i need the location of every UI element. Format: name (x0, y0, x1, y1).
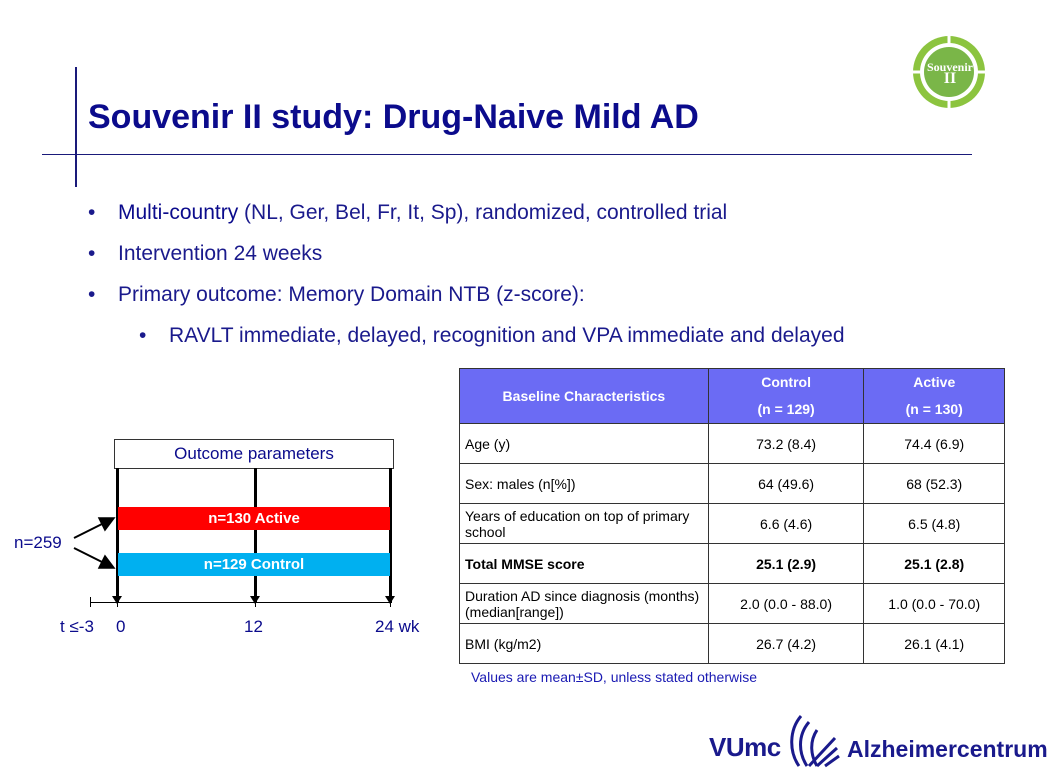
bullet-dot: • (88, 201, 96, 224)
active-arm-bar: n=130 Active (118, 507, 390, 530)
title-vertical-rule (75, 67, 77, 187)
sub-bullet-item (88, 323, 1008, 364)
arrow-to-active (74, 519, 112, 538)
bullet-text: RAVLT immediate, delayed, recognition and VPA immediate and delayed (169, 324, 845, 347)
bullet-text (118, 200, 727, 226)
alzheimercentrum-logo-text: Alzheimercentrum (847, 736, 1048, 762)
vumc-wave-icon (787, 712, 839, 768)
randomization-arrows (70, 512, 120, 574)
bullet-dot: • (88, 242, 96, 265)
souvenir-logo-word: Souvenir (926, 60, 973, 74)
table-row (460, 544, 1005, 584)
bullet-text: Primary outcome: Memory Domain NTB (z-score): (118, 283, 585, 306)
header-active (864, 369, 1005, 424)
row-label: Sex: males (n[%]) (460, 464, 709, 504)
control-value: 64 (49.6) (708, 464, 864, 504)
active-value: 6.5 (4.8) (864, 504, 1005, 544)
header-active-label: Active (913, 374, 956, 390)
bullet-list (88, 200, 1008, 364)
table-row (460, 504, 1005, 544)
arrowhead-0 (112, 596, 122, 604)
table-header-row (460, 369, 1005, 424)
table-row (460, 464, 1005, 504)
row-label: BMI (kg/m2) (460, 624, 709, 664)
title-horizontal-rule (42, 154, 972, 155)
header-control (708, 369, 864, 424)
vumc-logo-text: VUmc (709, 732, 781, 762)
timeline-arrowheads (111, 596, 397, 606)
active-value: 26.1 (4.1) (864, 624, 1005, 664)
active-value: 1.0 (0.0 - 70.0) (864, 584, 1005, 624)
table-footnote: Values are mean±SD, unless stated otherwise (471, 669, 758, 685)
bullet-item (88, 241, 1008, 282)
axis-label-12: 12 (244, 617, 263, 636)
active-value: 74.4 (6.9) (864, 424, 1005, 464)
control-value: 6.6 (4.6) (708, 504, 864, 544)
slide-title: Souvenir II study: Drug-Naive Mild AD (88, 98, 699, 136)
axis-tick (90, 597, 91, 607)
souvenir-logo-text (926, 61, 974, 85)
timeline-marker-24 (389, 468, 392, 602)
header-control-label: Control (761, 374, 811, 390)
control-value: 25.1 (2.9) (708, 544, 864, 584)
row-label: Age (y) (460, 424, 709, 464)
active-value: 68 (52.3) (864, 464, 1005, 504)
bullet-lead: Multi-country (118, 201, 239, 224)
bullet-rest: (NL, Ger, Bel, Fr, It, Sp), randomized, controlled trial (238, 201, 728, 224)
table-row (460, 584, 1005, 624)
bullet-dot: • (139, 324, 147, 347)
bullet-dot: • (88, 283, 96, 306)
total-n-label: n=259 (14, 533, 62, 552)
timeline-marker-12 (254, 468, 257, 602)
axis-label-24: 24 wk (375, 617, 420, 636)
control-value: 73.2 (8.4) (708, 424, 864, 464)
bullet-text: Intervention 24 weeks (118, 242, 323, 265)
arrowhead-12 (250, 596, 260, 604)
axis-label-0: 0 (116, 617, 126, 636)
arrowhead-24 (385, 596, 395, 604)
row-label: Duration AD since diagnosis (months) (median[range]) (460, 584, 709, 624)
bullet-item (88, 282, 1008, 323)
baseline-characteristics-table (459, 368, 1005, 664)
bullet-item (88, 200, 1008, 241)
outcome-parameters-box: Outcome parameters (114, 439, 394, 469)
souvenir-logo-numeral: II (943, 70, 957, 87)
header-control-n: (n = 129) (757, 401, 815, 417)
control-value: 2.0 (0.0 - 88.0) (708, 584, 864, 624)
arrow-to-control (74, 548, 112, 567)
active-value: 25.1 (2.8) (864, 544, 1005, 584)
row-label: Total MMSE score (460, 544, 709, 584)
row-label: Years of education on top of primary school (460, 504, 709, 544)
header-baseline: Baseline Characteristics (460, 369, 709, 424)
table-row (460, 624, 1005, 664)
axis-label-screening: t ≤-3 (60, 617, 94, 636)
control-value: 26.7 (4.2) (708, 624, 864, 664)
control-arm-bar: n=129 Control (118, 553, 390, 576)
table-row (460, 424, 1005, 464)
header-active-n: (n = 130) (905, 401, 963, 417)
